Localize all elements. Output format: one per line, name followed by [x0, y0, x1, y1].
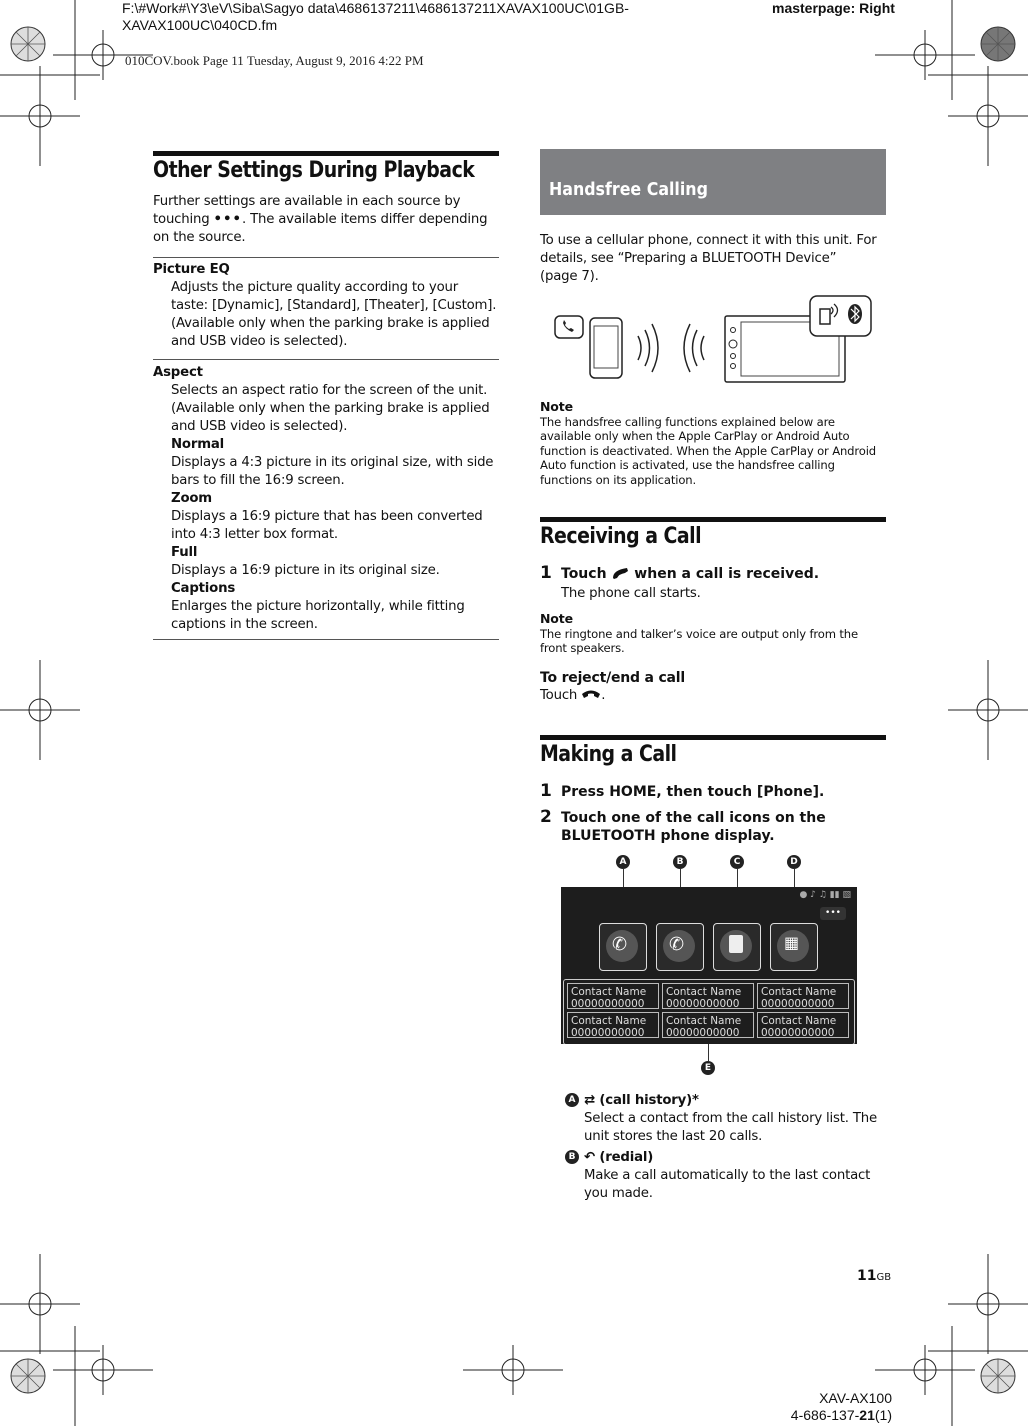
contact-tile[interactable] [567, 1012, 659, 1038]
step-text-pre: Touch [561, 566, 612, 582]
other-settings-intro [153, 193, 499, 247]
call-history-icon: ✆ [612, 934, 628, 955]
page-number-value: 11 [857, 1268, 877, 1284]
desc-line: and USB video is selected). [171, 334, 348, 349]
intro-text: touching [153, 212, 214, 227]
step-number: 1 [540, 781, 552, 801]
desc-line: captions in the screen. [171, 617, 318, 632]
intro-line: Further settings are available in each source by [153, 194, 461, 209]
divider [153, 359, 499, 360]
note-line: front speakers. [540, 641, 625, 656]
more-button[interactable]: ••• [820, 907, 846, 920]
model-info [790, 1390, 892, 1424]
step-line: BLUETOOTH phone display. [561, 828, 775, 844]
callout-line-e [708, 1044, 709, 1061]
receive-step-1 [540, 563, 886, 603]
contact-name: Contact Name [666, 1015, 742, 1027]
answer-call-icon [611, 566, 629, 580]
redial-icon: ↶ [584, 1150, 595, 1165]
contact-number: 00000000000 [571, 998, 645, 1010]
file-path-line2: XAVAX100UC\040CD.fm [122, 17, 278, 33]
legend-title-text: (call history)* [594, 1093, 699, 1108]
call-history-icon: ⇄ [584, 1093, 595, 1108]
note-receiving [540, 612, 886, 656]
legend-item-a [565, 1092, 887, 1146]
desc-line: into 4:3 letter box format. [171, 527, 338, 542]
section-rule-top [540, 735, 886, 740]
desc-line: bars to fill the 16:9 screen. [171, 473, 345, 488]
status-bar-icons: ● ♪ ♫ ▮▮ ▧ [799, 890, 851, 900]
callout-d: D [787, 855, 801, 869]
phone-screen [561, 887, 857, 1044]
intro-line: details, see “Preparing a BLUETOOTH Device” [540, 251, 837, 266]
more-options-icon: ••• [213, 212, 243, 227]
desc-line: Enlarges the picture horizontally, while fitting [171, 599, 465, 614]
contact-number: 00000000000 [571, 1027, 645, 1039]
intro-line-with-icon [153, 211, 499, 229]
make-step-2 [540, 807, 886, 847]
desc-line: (Available only when the parking brake is applied [171, 316, 490, 331]
section-rule-top [153, 151, 499, 156]
note-line: available only when the Apple CarPlay or Android Auto [540, 429, 850, 444]
page-number-suffix: GB [876, 1272, 892, 1283]
desc-line: Adjusts the picture quality according to your [171, 280, 458, 295]
setting-description [153, 279, 499, 351]
desc-line: taste: [Dynamic], [Standard], [Theater], [Custom]. [171, 298, 497, 313]
contact-name: Contact Name [761, 986, 837, 998]
option-name: Normal [171, 437, 225, 452]
masterpage-label: masterpage: Right [772, 0, 895, 16]
part-code [790, 1407, 892, 1424]
divider [153, 639, 499, 640]
contact-number: 00000000000 [666, 998, 740, 1010]
section-title-making: Making a Call [540, 742, 677, 767]
intro-line: To use a cellular phone, connect it with this unit. For [540, 233, 877, 248]
contact-tile[interactable] [662, 983, 754, 1009]
option-name: Captions [171, 581, 236, 596]
phone-display-figure [556, 852, 862, 1078]
desc-line: Selects an aspect ratio for the screen of the unit. [171, 383, 488, 398]
phone-call-icon [555, 316, 583, 338]
desc-line: Displays a 4:3 picture in its original size, with side [171, 455, 494, 470]
note-label: Note [540, 399, 573, 414]
contact-name: Contact Name [761, 1015, 837, 1027]
note-line: The ringtone and talker’s voice are output only from the [540, 626, 858, 641]
book-line: 010COV.book Page 11 Tuesday, August 9, 2016 4:22 PM [125, 53, 424, 68]
setting-label: Aspect [153, 365, 203, 380]
redial-icon: ✆ [669, 934, 685, 955]
setting-picture-eq [153, 261, 499, 351]
reject-call-block [540, 669, 886, 705]
note-line: Auto function is activated, use the handsfree calling [540, 458, 835, 473]
reject-text-pre: Touch [540, 688, 582, 703]
callout-e: E [701, 1061, 715, 1075]
contacts-panel [563, 979, 855, 1044]
model-name: XAV-AX100 [819, 1390, 892, 1406]
phonebook-button[interactable] [713, 923, 761, 971]
reject-instruction [540, 687, 886, 705]
wireless-waves-icon [638, 324, 704, 372]
note-line: functions on its application. [540, 472, 696, 487]
callout-b: B [673, 855, 687, 869]
file-path [122, 0, 722, 34]
contact-name: Contact Name [571, 1015, 647, 1027]
setting-aspect [153, 364, 499, 634]
end-call-icon [581, 688, 601, 700]
step-text [561, 809, 826, 845]
handsfree-title-box [540, 149, 886, 215]
contact-name: Contact Name [571, 986, 647, 998]
legend-letter: B [565, 1150, 579, 1164]
legend-title-text: (redial) [594, 1150, 654, 1165]
part-code-bold: 21 [859, 1407, 875, 1423]
handsfree-intro [540, 232, 886, 286]
intro-text: . The available items differ depending [242, 212, 488, 227]
note-line: The handsfree calling functions explained below are [540, 414, 835, 429]
legend-letter: A [565, 1093, 579, 1107]
part-code-post: (1) [874, 1407, 892, 1423]
legend-line: Make a call automatically to the last contact [584, 1168, 871, 1183]
legend-title [584, 1092, 887, 1110]
contact-tile[interactable] [757, 983, 849, 1009]
legend-line: unit stores the last 20 calls. [584, 1129, 763, 1144]
contact-number: 00000000000 [761, 998, 835, 1010]
step-number: 1 [540, 563, 552, 583]
dial-pad-icon: ▦ [784, 933, 799, 952]
reject-label: To reject/end a call [540, 670, 686, 686]
legend-item-b [565, 1149, 887, 1203]
contact-number: 00000000000 [761, 1027, 835, 1039]
step-text [561, 565, 819, 583]
setting-label: Picture EQ [153, 262, 230, 277]
dial-pad-button[interactable] [770, 923, 818, 971]
step-text-post: when a call is received. [629, 566, 820, 582]
note-label: Note [540, 611, 573, 626]
reject-text-post: . [601, 688, 606, 703]
step-sub: The phone call starts. [561, 586, 701, 601]
callout-c: C [730, 855, 744, 869]
intro-line: on the source. [153, 230, 246, 245]
make-step-1 [540, 781, 886, 803]
callout-a: A [616, 855, 630, 869]
desc-line: Displays a 16:9 picture in its original size. [171, 563, 440, 578]
intro-line: (page 7). [540, 269, 599, 284]
step-line: Touch one of the call icons on the [561, 810, 826, 826]
part-code-pre: 4-686-137- [790, 1407, 860, 1423]
step-text: Press HOME, then touch [Phone]. [561, 784, 825, 800]
contact-number: 00000000000 [666, 1027, 740, 1039]
contact-tile[interactable] [662, 1012, 754, 1038]
desc-line: and USB video is selected). [171, 419, 348, 434]
option-name: Full [171, 545, 198, 560]
redial-button[interactable] [656, 923, 704, 971]
setting-description [153, 382, 499, 634]
file-path-line1: F:\#Work#\Y3\eV\Siba\Sagyo data\4686137211\4686137211XAVAX100UC\01GB- [122, 0, 629, 16]
bluetooth-connection-illustration [552, 292, 874, 384]
page-number [857, 1268, 891, 1284]
contact-tile[interactable] [757, 1012, 849, 1038]
divider [153, 257, 499, 258]
desc-line: (Available only when the parking brake is applied [171, 401, 490, 416]
contact-name: Contact Name [666, 986, 742, 998]
phonebook-icon [729, 935, 743, 953]
option-name: Zoom [171, 491, 212, 506]
contact-tile[interactable] [567, 983, 659, 1009]
section-title-other-settings: Other Settings During Playback [153, 158, 475, 183]
call-history-button[interactable] [599, 923, 647, 971]
legend-title [584, 1149, 887, 1167]
desc-line: Displays a 16:9 picture that has been converted [171, 509, 483, 524]
legend-line: you made. [584, 1186, 653, 1201]
note-handsfree [540, 400, 886, 488]
step-number: 2 [540, 807, 552, 827]
handsfree-title: Handsfree Calling [549, 179, 708, 200]
section-title-receiving: Receiving a Call [540, 524, 702, 549]
legend-line: Select a contact from the call history list. The [584, 1111, 877, 1126]
note-line: function is deactivated. When the Apple CarPlay or Android [540, 443, 876, 458]
section-rule-top [540, 517, 886, 522]
